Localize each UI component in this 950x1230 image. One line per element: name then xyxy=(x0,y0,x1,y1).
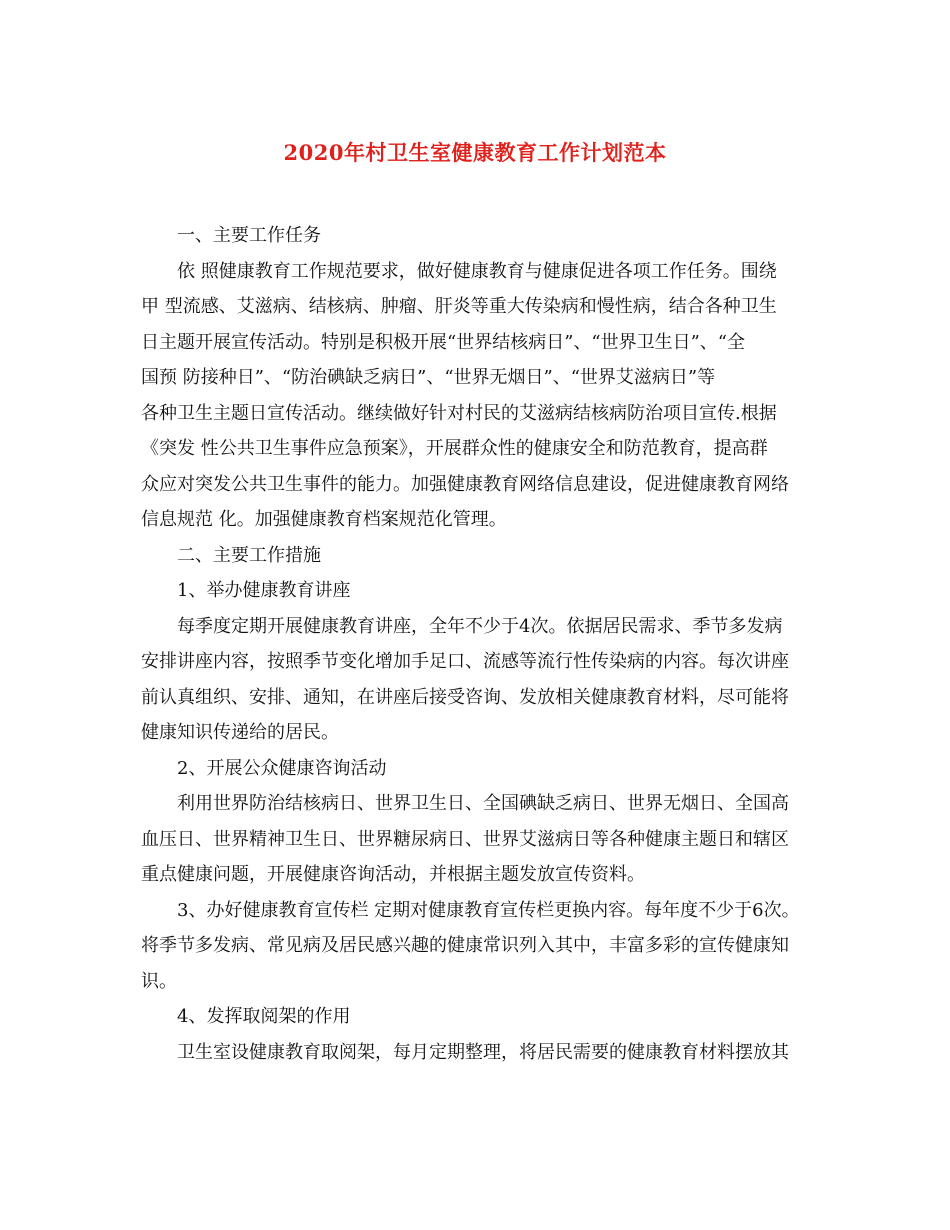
text-line: 2、开展公众健康咨询活动 xyxy=(177,757,387,779)
text-line: 健康知识传递给的居民。 xyxy=(141,722,339,743)
text-line: 《突发 性公共卫生事件应急预案》，开展群众性的健康安全和防范教育，提高群 xyxy=(141,438,768,459)
text-line: 甲 型流感、艾滋病、结核病、肿瘤、肝炎等重大传染病和慢性病，结合各种卫生 xyxy=(141,296,777,317)
text-line: 依 照健康教育工作规范要求，做好健康教育与健康促进各项工作任务。围绕 xyxy=(177,260,777,282)
text-line: 将季节多发病、常见病及居民感兴趣的健康常识列入其中，丰富多彩的宣传健康知 xyxy=(141,935,789,956)
text-line: 众应对突发公共卫生事件的能力。加强健康教育网络信息建设，促进健康教育网络 xyxy=(141,473,789,495)
text-line: 卫生室设健康教育取阅架，每月定期整理，将居民需要的健康教育材料摆放其 xyxy=(177,1041,789,1063)
text-line: 二、主要工作措施 xyxy=(177,544,321,566)
text-line: 前认真组织、安排、通知，在讲座后接受咨询、发放相关健康教育材料，尽可能将 xyxy=(141,686,789,708)
text-line: 日主题开展宣传活动。特别是积极开展“世界结核病日”、“世界卫生日”、“全 xyxy=(141,331,746,353)
text-line: 4、发挥取阅架的作用 xyxy=(177,1006,351,1027)
text-line: 利用世界防治结核病日、世界卫生日、全国碘缺乏病日、世界无烟日、全国高 xyxy=(177,793,789,814)
document-body xyxy=(141,218,811,1070)
text-line: 1、举办健康教育讲座 xyxy=(177,580,351,601)
text-line: 每季度定期开展健康教育讲座，全年不少于4次。依据居民需求、季节多发病 xyxy=(177,615,783,637)
text-line: 血压日、世界精神卫生日、世界糖尿病日、世界艾滋病日等各种健康主题日和辖区 xyxy=(141,828,789,850)
text-line: 信息规范 化。加强健康教育档案规范化管理。 xyxy=(141,509,507,530)
document-title: 2020年村卫生室健康教育工作计划范本 xyxy=(283,140,667,165)
text-line: 国预 防接种日”、“防治碘缺乏病日”、“世界无烟日”、“世界艾滋病日”等 xyxy=(141,367,716,388)
text-line: 重点健康问题，开展健康咨询活动，并根据主题发放宣传资料。 xyxy=(141,864,645,885)
text-line: 一、主要工作任务 xyxy=(177,225,321,246)
text-line: 各种卫生主题日宣传活动。继续做好针对村民的艾滋病结核病防治项目宣传.根据 xyxy=(141,402,777,424)
text-line: 3、办好健康教育宣传栏 定期对健康教育宣传栏更换内容。每年度不少于6次。 xyxy=(177,899,800,921)
text-line: 安排讲座内容，按照季节变化增加手足口、流感等流行性传染病的内容。每次讲座 xyxy=(141,651,789,672)
text-line: 识。 xyxy=(141,970,177,992)
